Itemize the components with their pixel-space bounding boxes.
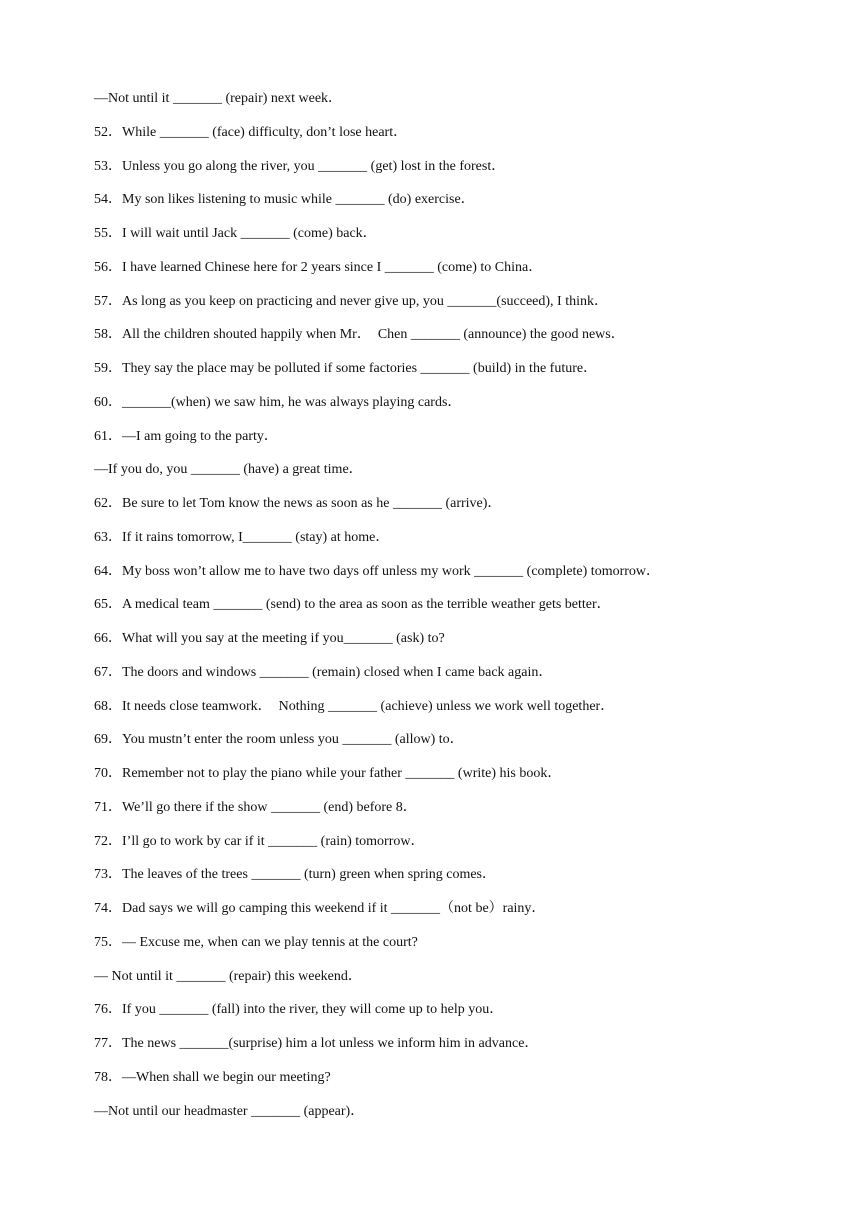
question-71: 71．We’ll go there if the show _______ (end) before 8． xyxy=(94,799,417,815)
question-67: 67．The doors and windows _______ (remain) closed when I came back again． xyxy=(94,664,553,680)
question-61: 61．—I am going to the party． xyxy=(94,428,278,444)
question-53: 53．Unless you go along the river, you _______ (get) lost in the forest． xyxy=(94,158,506,174)
question-70: 70．Remember not to play the piano while your father _______ (write) his book． xyxy=(94,766,562,781)
question-52: 52．While _______ (face) difficulty, don’t lose heart． xyxy=(94,124,408,140)
question-60: 60．_______(when) we saw him, he was always playing cards． xyxy=(94,394,462,410)
answer-line: —Not until our headmaster _______ (appear)． xyxy=(94,1103,365,1119)
question-56: 56．I have learned Chinese here for 2 years since I _______ (come) to China． xyxy=(94,259,543,275)
question-63: 63．If it rains tomorrow, I_______ (stay) at home． xyxy=(94,529,390,545)
answer-line: —If you do, you _______ (have) a great time． xyxy=(94,462,363,478)
question-76: 76．If you _______ (fall) into the river, they will come up to help you． xyxy=(94,1002,504,1018)
question-65: 65．A medical team _______ (send) to the area as soon as the terrible weather gets better． xyxy=(94,597,611,613)
question-57: 57．As long as you keep on practicing and never give up, you _______(succeed), I think． xyxy=(94,293,608,309)
question-64: 64．My boss won’t allow me to have two days off unless my work _______ (complete) tomorrow． xyxy=(94,563,661,579)
question-66: 66．What will you say at the meeting if you_______ (ask) to? xyxy=(94,631,445,646)
question-59: 59．They say the place may be polluted if some factories _______ (build) in the future． xyxy=(94,361,598,376)
question-54: 54．My son likes listening to music while _______ (do) exercise． xyxy=(94,192,475,208)
question-55: 55．I will wait until Jack _______ (come) back． xyxy=(94,226,377,241)
question-58: 58．All the children shouted happily when Mr． Chen _______ (announce) the good news． xyxy=(94,327,625,343)
question-74: 74．Dad says we will go camping this weekend if it _______（not be）rainy． xyxy=(94,901,546,916)
question-78: 78．—When shall we begin our meeting? xyxy=(94,1069,331,1085)
answer-line: — Not until it _______ (repair) this weekend． xyxy=(94,968,362,984)
question-77: 77．The news _______(surprise) him a lot unless we inform him in advance． xyxy=(94,1036,539,1051)
question-73: 73．The leaves of the trees _______ (turn) green when spring comes． xyxy=(94,867,496,883)
question-62: 62．Be sure to let Tom know the news as soon as he _______ (arrive)． xyxy=(94,496,502,511)
question-68: 68．It needs close teamwork． Nothing _______ (achieve) unless we work well together． xyxy=(94,698,615,714)
question-72: 72．I’ll go to work by car if it _______ (rain) tomorrow． xyxy=(94,833,425,849)
question-75: 75．— Excuse me, when can we play tennis at the court? xyxy=(94,934,418,950)
answer-line: —Not until it _______ (repair) next week． xyxy=(94,91,343,106)
question-69: 69．You mustn’t enter the room unless you _______ (allow) to． xyxy=(94,732,464,748)
exercise-list xyxy=(94,89,814,1135)
